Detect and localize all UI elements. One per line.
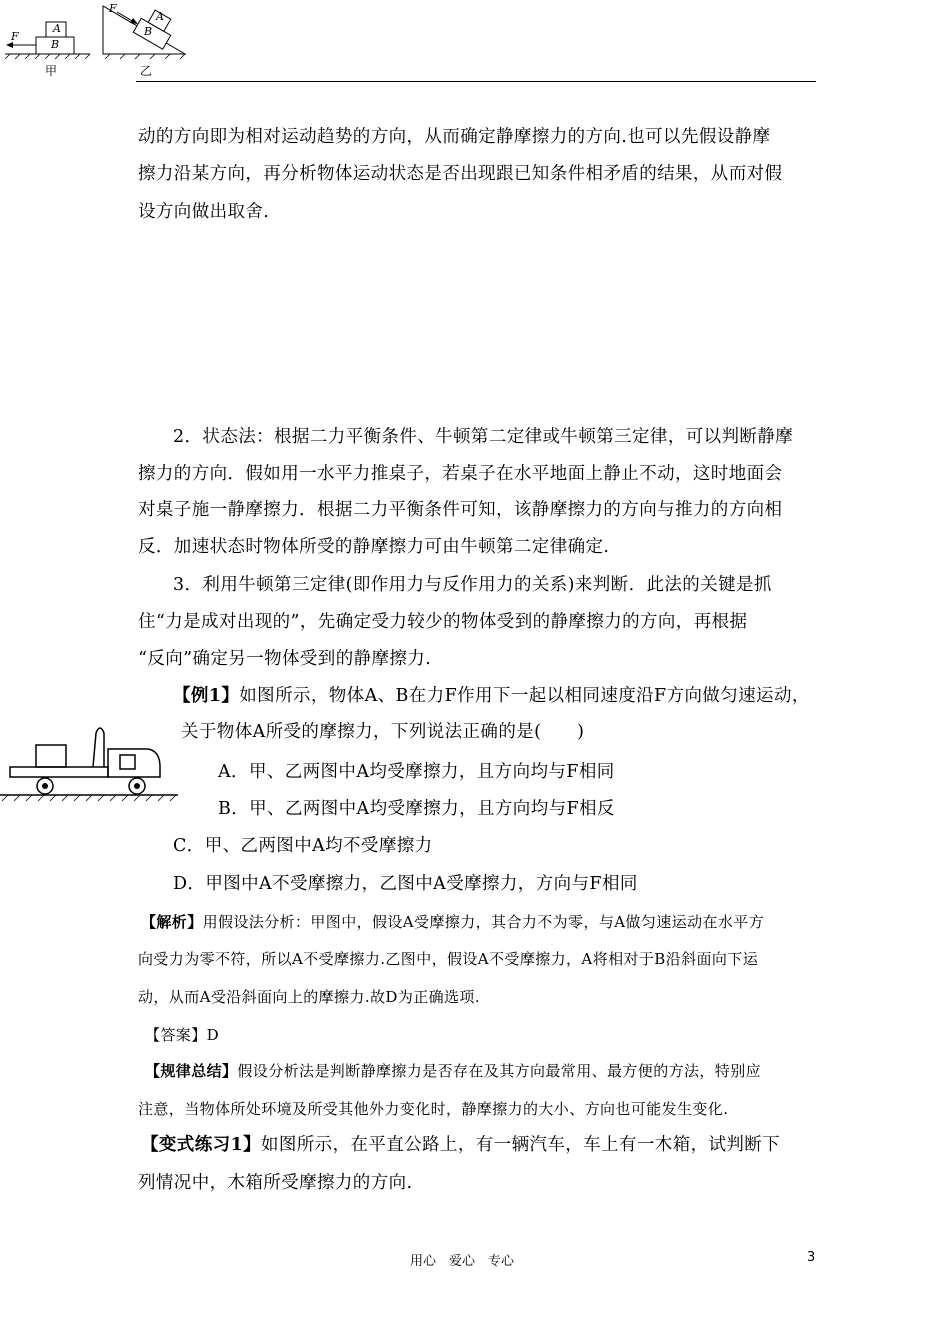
block-b-label-left: B — [51, 38, 60, 51]
analysis-line — [141, 910, 764, 934]
force-label-left: F — [11, 30, 19, 43]
paragraph-line: 对桌子施一静摩擦力．根据二力平衡条件可知，该静摩擦力的方向与推力的方向相 — [138, 500, 783, 520]
block-a-label-left: A — [53, 22, 61, 35]
analysis-tag: 【解析】 — [141, 913, 203, 931]
paragraph-line: 3．利用牛顿第三定律(即作用力与反作用力的关系)来判断．此法的关键是抓 — [173, 575, 772, 595]
paragraph-line: 擦力沿某方向，再分析物体运动状态是否出现跟已知条件相矛盾的结果，从而对假 — [138, 164, 783, 184]
summary-tag: 【规律总结】 — [145, 1062, 238, 1080]
summary-text: 假设分析法是判断静摩擦力是否存在及其方向最常用、最方便的方法，特别应 — [237, 1062, 762, 1080]
figure-caption-right: 乙 — [140, 64, 153, 78]
analysis-line: 向受力为零不符，所以A不受摩擦力.乙图中，假设A不受摩擦力，A将相对于B沿斜面向下运 — [138, 950, 759, 968]
paragraph-line: 擦力的方向．假如用一水平力推桌子，若桌子在水平地面上静止不动，这时地面会 — [138, 464, 783, 484]
option-a: A．甲、乙两图中A均受摩擦力，且方向均与F相同 — [218, 762, 615, 782]
paragraph-line: 2．状态法：根据二力平衡条件、牛顿第二定律或牛顿第三定律，可以判断静摩 — [173, 427, 794, 447]
force-label-right: F — [109, 2, 117, 15]
paragraph-line: 动的方向即为相对运动趋势的方向，从而确定静摩擦力的方向.也可以先假设静摩 — [138, 127, 771, 147]
variant-line: 列情况中，木箱所受摩擦力的方向. — [138, 1173, 413, 1193]
block-b-label-right: B — [144, 25, 153, 38]
figure-caption-left: 甲 — [45, 64, 58, 78]
summary-line: 注意，当物体所处环境及所受其他外力变化时，静摩擦力的大小、方向也可能发生变化. — [138, 1100, 729, 1118]
header-rule — [136, 81, 816, 82]
paragraph-line: 设方向做出取舍. — [138, 202, 270, 222]
footer-slogan: 用心 爱心 专心 — [410, 1254, 515, 1269]
example-line: 关于物体A所受的摩擦力，下列说法正确的是( ) — [181, 722, 585, 742]
analysis-text: 用假设法分析：甲图中，假设A受摩擦力，其合力不为零，与A做匀速运动在水平方 — [202, 913, 765, 931]
option-c: C．甲、乙两图中A均不受摩擦力 — [173, 836, 433, 856]
answer-line: 【答案】D — [145, 1026, 220, 1044]
truck-figure — [0, 715, 180, 805]
example-text: 如图所示，物体A、B在力F作用下一起以相同速度沿F方向做匀速运动， — [239, 686, 810, 706]
analysis-line: 动，从而A受沿斜面向上的摩擦力.故D为正确选项. — [138, 988, 480, 1006]
option-d: D．甲图中A不受摩擦力，乙图中A受摩擦力，方向与F相同 — [173, 874, 638, 894]
page-number: 3 — [807, 1250, 816, 1265]
paragraph-line: “反向”确定另一物体受到的静摩擦力. — [138, 649, 432, 669]
example-line — [173, 684, 810, 708]
variant-line — [141, 1133, 780, 1157]
paragraph-line: 住“力是成对出现的”，先确定受力较少的物体受到的静摩擦力的方向，再根据 — [138, 612, 748, 632]
summary-line — [145, 1059, 761, 1083]
variant-text: 如图所示，在平直公路上，有一辆汽车，车上有一木箱，试判断下 — [260, 1135, 781, 1155]
block-a-label-right: A — [156, 10, 164, 23]
paragraph-line: 反．加速状态时物体所受的静摩擦力可由牛顿第二定律确定. — [138, 537, 610, 557]
variant-tag: 【变式练习1】 — [141, 1135, 261, 1155]
example-tag: 【例1】 — [173, 686, 240, 706]
option-b: B．甲、乙两图中A均受摩擦力，且方向均与F相反 — [218, 799, 615, 819]
